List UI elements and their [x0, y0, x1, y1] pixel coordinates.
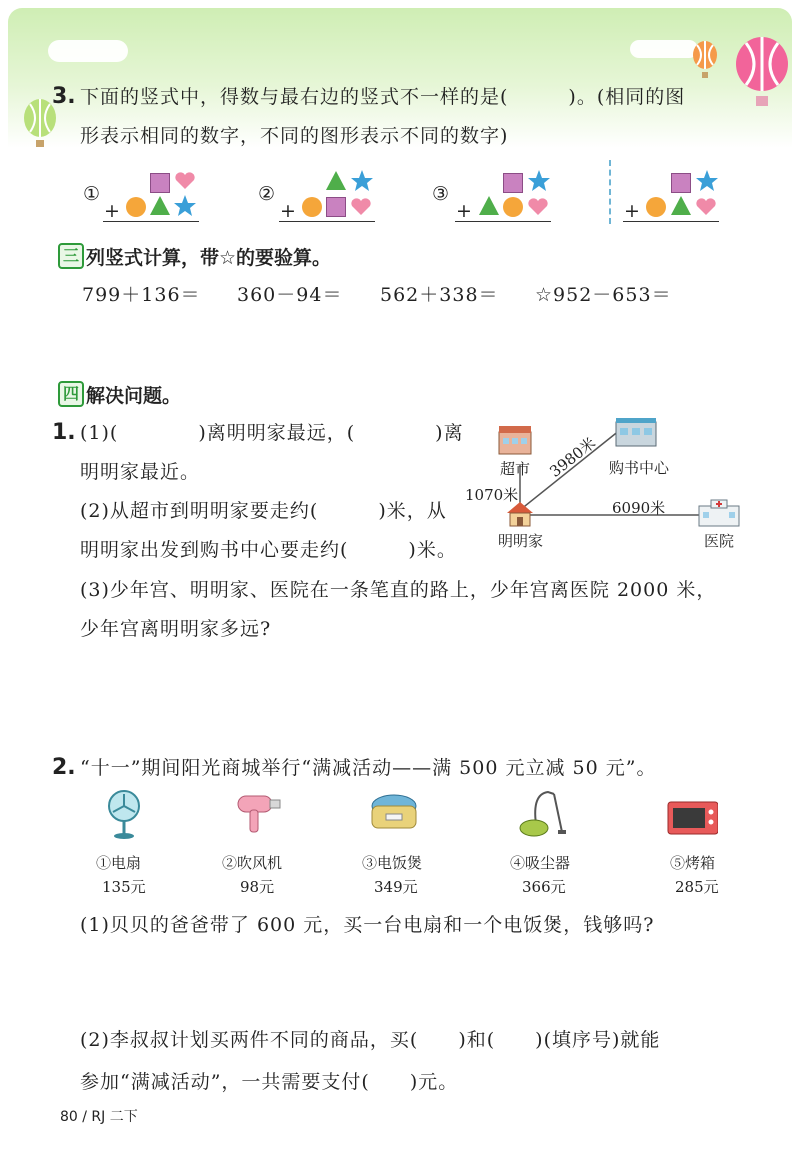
- item-4-price: 366元: [522, 878, 566, 896]
- cloud-right: [630, 40, 698, 58]
- circle-icon: [302, 197, 322, 217]
- heart-icon: [695, 197, 717, 217]
- distance-bookcenter: 3980米: [546, 433, 600, 481]
- p1-line6: 少年宫离明明家多远?: [80, 618, 272, 640]
- p2-question-2-line1: (2)李叔叔计划买两件不同的商品，买( )和( )(填序号)就能: [80, 1029, 661, 1051]
- heart-icon: [527, 197, 549, 217]
- expression-4: ☆952－653＝: [535, 284, 672, 306]
- section-4-title: 解决问题。: [86, 385, 182, 407]
- fan-icon: [98, 788, 150, 840]
- plus-sign: +: [456, 200, 473, 222]
- square-icon: [671, 173, 691, 193]
- p2-intro: “十一”期间阳光商城举行“满减活动——满 500 元立减 50 元”。: [80, 757, 657, 779]
- item-3-name: ③电饭煲: [362, 854, 423, 872]
- star-icon: [695, 169, 719, 193]
- item-2-price: 98元: [240, 878, 275, 896]
- p1-line2: 明明家最近。: [80, 461, 201, 483]
- q3-text-line1: 下面的竖式中，得数与最右边的竖式不一样的是( )。(相同的图: [80, 86, 686, 108]
- rice-cooker-icon: [368, 788, 420, 840]
- section-4-badge: 四: [58, 381, 84, 407]
- circle-icon: [503, 197, 523, 217]
- plus-sign: +: [280, 200, 297, 222]
- distance-hospital: 6090米: [612, 499, 666, 517]
- star-icon: [350, 169, 374, 193]
- item-1-price: 135元: [102, 878, 146, 896]
- vacuum-icon: [514, 788, 566, 840]
- sum-line: [103, 221, 199, 222]
- q3-text-line2: 形表示相同的数字，不同的图形表示不同的数字): [80, 125, 509, 147]
- item-5-name: ⑤烤箱: [670, 854, 716, 872]
- section-3-title: 列竖式计算，带☆的要验算。: [86, 247, 332, 269]
- p1-line1: (1)( )离明明家最远，( )离: [80, 422, 464, 444]
- label-hospital: 医院: [704, 532, 735, 550]
- label-bookcenter: 购书中心: [609, 459, 670, 477]
- pink-balloon-icon: [732, 36, 792, 112]
- triangle-icon: [670, 195, 692, 217]
- star-icon: [173, 194, 197, 218]
- item-3-price: 349元: [374, 878, 418, 896]
- option-3-label: ③: [432, 183, 451, 205]
- dashed-divider: [609, 160, 611, 224]
- triangle-icon: [478, 195, 500, 217]
- p1-line5: (3)少年宫、明明家、医院在一条笔直的路上，少年宫离医院 2000 米，: [80, 579, 717, 601]
- heart-icon: [350, 197, 372, 217]
- p1-number: 1.: [52, 420, 76, 445]
- square-icon: [326, 197, 346, 217]
- star-icon: [527, 169, 551, 193]
- plus-sign: +: [624, 200, 641, 222]
- item-1-name: ①电扇: [96, 854, 142, 872]
- p1-line4: 明明家出发到购书中心要走约( )米。: [80, 539, 457, 561]
- item-5-price: 285元: [675, 878, 719, 896]
- p1-line3: (2)从超市到明明家要走约( )米，从: [80, 500, 447, 522]
- q3-number: 3.: [52, 84, 76, 109]
- supermarket-icon: [497, 424, 533, 456]
- sum-line: [623, 221, 719, 222]
- sum-line: [279, 221, 375, 222]
- triangle-icon: [325, 170, 347, 192]
- p2-question-1: (1)贝贝的爸爸带了 600 元，买一台电扇和一个电饭煲，钱够吗?: [80, 914, 655, 936]
- bookstore-icon: [614, 416, 658, 448]
- circle-icon: [126, 197, 146, 217]
- heart-icon: [174, 171, 196, 191]
- oven-icon: [666, 798, 718, 850]
- square-icon: [503, 173, 523, 193]
- distance-supermarket: 1070米: [465, 486, 519, 504]
- expression-2: 360－94＝: [237, 284, 343, 306]
- p2-number: 2.: [52, 755, 76, 780]
- orange-balloon-icon: [690, 40, 720, 82]
- triangle-icon: [149, 195, 171, 217]
- cloud-left: [48, 40, 128, 62]
- sum-line: [455, 221, 551, 222]
- square-icon: [150, 173, 170, 193]
- label-supermarket: 超市: [500, 460, 531, 478]
- circle-icon: [646, 197, 666, 217]
- expression-3: 562＋338＝: [380, 284, 499, 306]
- label-home: 明明家: [498, 532, 544, 550]
- p2-question-2-line2: 参加“满减活动”，一共需要支付( )元。: [80, 1071, 459, 1093]
- item-4-name: ④吸尘器: [510, 854, 571, 872]
- hair-dryer-icon: [232, 788, 284, 840]
- section-3-badge: 三: [58, 243, 84, 269]
- expression-1: 799＋136＝: [82, 284, 201, 306]
- option-1-label: ①: [83, 183, 102, 205]
- hospital-icon: [697, 498, 741, 528]
- item-2-name: ②吹风机: [222, 854, 283, 872]
- option-2-label: ②: [258, 183, 277, 205]
- home-icon: [505, 500, 535, 528]
- plus-sign: +: [104, 200, 121, 222]
- page-number: 80 / RJ 二下: [60, 1109, 138, 1125]
